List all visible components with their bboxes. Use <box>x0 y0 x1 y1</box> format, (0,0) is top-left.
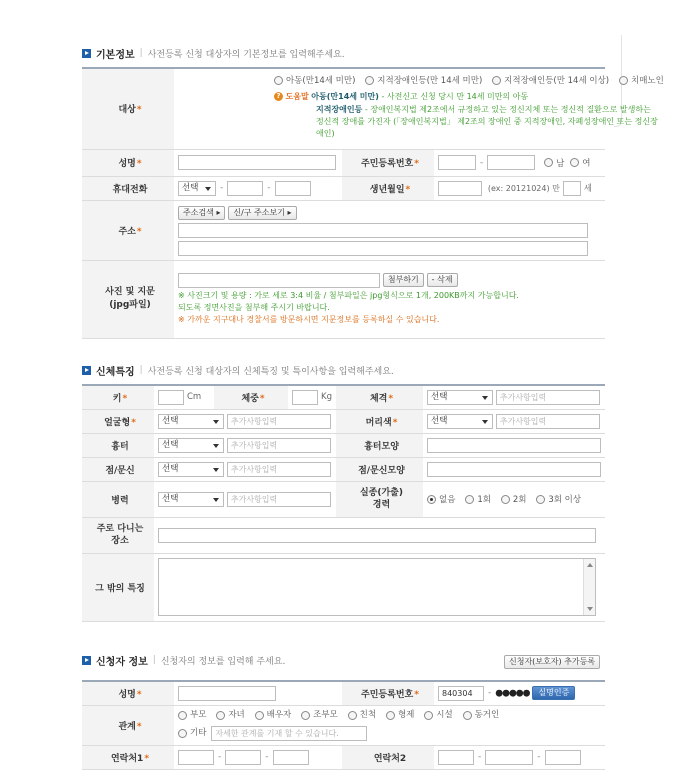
mole-shape-label: 점/문신모양 <box>336 457 423 481</box>
hair-select[interactable]: 선택 <box>427 414 493 429</box>
photo-note-front: 되도록 정면사진을 첨부해 주시기 바랍니다. <box>178 302 330 312</box>
relation-label: 관계* <box>82 705 174 745</box>
target-help: ? 도움말 아동(만14세 미만) - 사전신고 신청 당시 만 14세 미만의 아동 <box>274 91 528 102</box>
applicant-name-input[interactable] <box>178 686 276 701</box>
basic-section-desc: 사전등록 신청 대상자의 기본정보를 입력해주세요. <box>147 49 345 60</box>
address-line1-input[interactable] <box>178 223 588 238</box>
applicant-rrn-label: 주민등록번호* <box>342 681 434 705</box>
basic-info-table: 대상* 아동(만14세 미만) 지적장애인등(만 14세 미만) 지적장애인등(만 14세 이상) 치매노인 ? 도움말 아동(만14세 미만) - 사전신고 신청 당시 만 14세 미만의 아동 지적장애인등 - 장애인복지법 제2조에서 규정하고 있는 정신지체 또는 정신적 질환으로 발생하는 정신적 장애를 가진자 (「장애인복지법」 제2조의 장애인 중 지적장애인, 자폐성장애인 또는 정신장 애인) 성명* 주민등록번호* - 남 여 휴대전화 선택 - - 생년월일* (ex: 20121024) 만 세 주소* 주소검색 ▸ 신/구 주소보기 ▸ 사진 및 지문 (jpg파일) 첨부하기 - 삭제 ※ 사진크기 및 용량 : 가로 세로 3:4 비율 / 첨부파일은 jpg형식으로 1개, 200KB까지 가능합니다. 되도록 정면사진을 첨부해 주시기 바랍니다. ※ 가까운 지구대나 경찰서를 방문하시면 지문정보를 등록하실 수 있습니다. <box>82 67 605 339</box>
hair-extra-input[interactable]: 추가사항입력 <box>496 414 600 429</box>
mole-shape-input[interactable] <box>427 462 601 477</box>
contact2-label: 연락처2 <box>342 745 434 769</box>
face-label: 얼굴형* <box>82 409 154 433</box>
mobile-label: 휴대전화 <box>82 176 174 200</box>
scar-label: 흉터 <box>82 433 154 457</box>
face-select[interactable]: 선택 <box>158 414 224 429</box>
gender-female-radio[interactable] <box>570 158 579 167</box>
body-features-table: 키* Cm 체중* Kg 체격* 선택 추가사항입력 얼굴형* 선택 추가사항입력 머리색* 선택 추가사항입력 흉터 선택 추가사항입력 흉터모양 점/문신 선택 추가사항입력 점/문신모양 병력 선택 추가사항입력 실종(가출) 경력 없음 1회 2회 3회 이상 주로 다니는 장소 그 밖의 특징 <box>82 384 605 622</box>
applicant-table: 성명* 주민등록번호* 840304 - ●●●●● 실명인증 관계* 부모 자녀 배우자 조부모 친척 형제 시설 동거인 기타 자세한 관계를 기재 할 수 있습니다. 연락처1* - - 연락처2 - - <box>82 680 605 770</box>
applicant-section-header: 신청자 정보 | 신청자의 정보를 입력해 주세요. <box>82 652 285 668</box>
relation-radio-sibling[interactable] <box>386 711 395 720</box>
relation-radio-facility[interactable] <box>424 711 433 720</box>
birth-input[interactable] <box>438 181 482 196</box>
scar-extra-input[interactable]: 추가사항입력 <box>227 438 331 453</box>
contact2-mid-input[interactable] <box>485 750 533 765</box>
weight-input[interactable] <box>292 390 318 405</box>
disease-extra-input[interactable]: 추가사항입력 <box>227 492 331 507</box>
contact2-last-input[interactable] <box>545 750 581 765</box>
gender-male-radio[interactable] <box>544 158 553 167</box>
relation-other-input[interactable]: 자세한 관계를 기재 할 수 있습니다. <box>211 726 367 741</box>
scroll-up-icon <box>587 563 593 567</box>
photo-file-input[interactable] <box>178 273 380 288</box>
height-label: 키* <box>82 385 154 409</box>
missing-radio-3plus[interactable] <box>536 495 545 504</box>
relation-radio-grandparent[interactable] <box>301 711 310 720</box>
disease-label: 병력 <box>82 481 154 517</box>
scar-shape-label: 흉터모양 <box>336 433 423 457</box>
mole-select[interactable]: 선택 <box>158 462 224 477</box>
photo-note-size: ※ 사진크기 및 용량 : 가로 세로 3:4 비율 / 첨부파일은 jpg형식으로 1개, 200KB까지 가능합니다. <box>178 290 519 300</box>
body-section-desc: 사전등록 신청 대상자의 신체특징 및 특이사항을 입력해주세요. <box>147 366 394 377</box>
section-bullet-icon <box>82 49 91 58</box>
age-input[interactable] <box>563 181 581 196</box>
scar-shape-input[interactable] <box>427 438 601 453</box>
section-bullet-icon <box>82 656 91 665</box>
body-section-title: 신체특징 <box>96 366 135 378</box>
contact2-prefix-input[interactable] <box>438 750 474 765</box>
target-radio-child[interactable] <box>274 76 283 85</box>
contact1-last-input[interactable] <box>273 750 309 765</box>
photo-note-fingerprint: ※ 가까운 지구대나 경찰서를 방문하시면 지문정보를 등록하실 수 있습니다. <box>178 314 440 324</box>
relation-radio-child[interactable] <box>216 711 225 720</box>
missing-radio-1[interactable] <box>465 495 474 504</box>
basic-section-header: 기본정보 | 사전등록 신청 대상자의 기본정보를 입력해주세요. <box>82 45 345 61</box>
build-extra-input[interactable]: 추가사항입력 <box>496 390 600 405</box>
target-options: 아동(만14세 미만) 지적장애인등(만 14세 미만) 지적장애인등(만 14세 이상) 치매노인 <box>274 74 671 86</box>
photo-label: 사진 및 지문 (jpg파일) <box>82 260 174 338</box>
mole-label: 점/문신 <box>82 457 154 481</box>
target-radio-disabled-over14[interactable] <box>492 76 501 85</box>
disease-select[interactable]: 선택 <box>158 492 224 507</box>
name-input[interactable] <box>178 155 336 170</box>
rrn-front-input[interactable] <box>438 155 476 170</box>
target-radio-disabled-under14[interactable] <box>365 76 374 85</box>
relation-radio-cohabitant[interactable] <box>463 711 472 720</box>
address-view-button[interactable]: 신/구 주소보기 ▸ <box>228 206 296 220</box>
build-select[interactable]: 선택 <box>427 390 493 405</box>
attach-button[interactable]: 첨부하기 <box>383 273 424 287</box>
target-label: 대상* <box>82 68 174 149</box>
rrn-label: 주민등록번호* <box>342 149 434 176</box>
etc-textarea[interactable] <box>158 558 596 616</box>
mobile-mid-input[interactable] <box>227 181 263 196</box>
mobile-last-input[interactable] <box>275 181 311 196</box>
etc-label: 그 밖의 특징 <box>82 553 154 621</box>
birth-label: 생년월일* <box>342 176 434 200</box>
scroll-down-icon <box>587 607 593 611</box>
address-line2-input[interactable] <box>178 241 588 256</box>
contact1-mid-input[interactable] <box>225 750 261 765</box>
name-label: 성명* <box>82 149 174 176</box>
hair-label: 머리색* <box>336 409 423 433</box>
target-help-detail: 지적장애인등 - 장애인복지법 제2조에서 규정하고 있는 정신지체 또는 정신적 질환으로 발생하는 정신적 장애를 가진자 (「장애인복지법」 제2조의 장애인 중 지적장애인, 자폐성장애인 또는 정신장 애인) <box>316 105 658 138</box>
add-applicant-button[interactable]: 신청자(보호자) 추가등록 <box>504 655 600 669</box>
place-label: 주로 다니는 장소 <box>82 517 154 553</box>
contact1-prefix-input[interactable] <box>178 750 214 765</box>
height-input[interactable] <box>158 390 184 405</box>
applicant-section-desc: 신청자의 정보를 입력해 주세요. <box>160 656 286 667</box>
body-section-header: 신체특징 | 사전등록 신청 대상자의 신체특징 및 특이사항을 입력해주세요. <box>82 362 394 378</box>
contact1-label: 연락처1* <box>82 745 174 769</box>
missing-radio-2[interactable] <box>501 495 510 504</box>
scar-select[interactable]: 선택 <box>158 438 224 453</box>
face-extra-input[interactable]: 추가사항입력 <box>227 414 331 429</box>
relation-radio-spouse[interactable] <box>255 711 264 720</box>
applicant-rrn-masked: ●●●●● <box>495 688 530 699</box>
mobile-prefix-select[interactable]: 선택 <box>178 181 216 196</box>
place-input[interactable] <box>158 528 596 543</box>
weight-label: 체중* <box>214 385 288 409</box>
missing-radio-none[interactable] <box>427 495 436 504</box>
textarea-scrollbar[interactable] <box>583 559 595 615</box>
applicant-name-label: 성명* <box>82 681 174 705</box>
build-label: 체격* <box>336 385 423 409</box>
rrn-back-input[interactable] <box>487 155 535 170</box>
relation-radio-relative[interactable] <box>348 711 357 720</box>
mole-extra-input[interactable]: 추가사항입력 <box>227 462 331 477</box>
missing-label: 실종(가출) 경력 <box>336 481 423 517</box>
applicant-section-title: 신청자 정보 <box>96 656 148 668</box>
basic-section-title: 기본정보 <box>96 49 135 61</box>
delete-button[interactable]: - 삭제 <box>427 273 458 287</box>
verify-name-button[interactable]: 실명인증 <box>532 686 575 700</box>
help-icon: ? <box>274 92 283 101</box>
applicant-rrn-front[interactable]: 840304 <box>438 686 484 701</box>
relation-radio-parent[interactable] <box>178 711 187 720</box>
address-label: 주소* <box>82 200 174 260</box>
target-radio-dementia[interactable] <box>619 76 628 85</box>
section-bullet-icon <box>82 366 91 375</box>
address-search-button[interactable]: 주소검색 ▸ <box>178 206 225 220</box>
relation-radio-other[interactable] <box>178 729 187 738</box>
